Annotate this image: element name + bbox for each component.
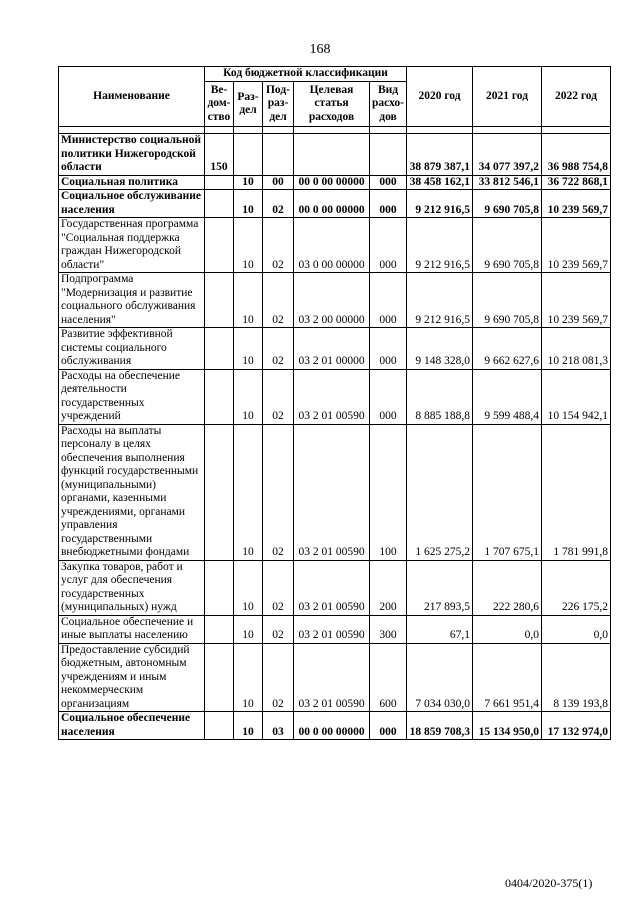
table-row (59, 175, 611, 190)
cell-y2021: 222 280,6 (473, 560, 542, 615)
table-row (59, 560, 611, 615)
cell-y2022: 10 239 569,7 (542, 273, 611, 328)
cell-target: 00 0 00 00000 (294, 175, 370, 190)
page-number: 168 (309, 42, 331, 57)
cell-name: Развитие эффективной системы социального обслуживания (59, 328, 205, 370)
cell-target: 03 0 00 00000 (294, 218, 370, 273)
cell-name: Расходы на выплаты персоналу в целях обеспечения выполнения функций государственными (муниципальными) органами, казенными учреждениями, органами управления государственными внебюджетными фондами (59, 424, 205, 560)
cell-ved (205, 424, 234, 560)
header-2021: 2021 год (473, 67, 542, 127)
cell-target: 03 2 01 00590 (294, 615, 370, 643)
cell-y2021: 9 690 705,8 (473, 218, 542, 273)
table-row (59, 369, 611, 424)
cell-name: Социальное обеспечение и иные выплаты населению (59, 615, 205, 643)
cell-y2021: 15 134 950,0 (473, 712, 542, 740)
cell-name: Министерство социальной политики Нижегородской области (59, 134, 205, 176)
cell-podrazdel: 02 (263, 369, 294, 424)
cell-y2021: 9 662 627,6 (473, 328, 542, 370)
cell-y2022: 10 154 942,1 (542, 369, 611, 424)
cell-razdel: 10 (234, 615, 263, 643)
cell-y2021: 1 707 675,1 (473, 424, 542, 560)
cell-razdel (234, 134, 263, 176)
cell-y2020: 18 859 708,3 (407, 712, 473, 740)
table-row (59, 134, 611, 176)
cell-vid: 000 (370, 369, 407, 424)
cell-ved (205, 615, 234, 643)
cell-name: Социальное обеспечение населения (59, 712, 205, 740)
cell-podrazdel: 02 (263, 273, 294, 328)
cell-vid: 000 (370, 190, 407, 218)
cell-vid: 300 (370, 615, 407, 643)
table-row (59, 218, 611, 273)
header-2022: 2022 год (542, 67, 611, 127)
cell-target: 00 0 00 00000 (294, 190, 370, 218)
cell-y2020: 9 212 916,5 (407, 218, 473, 273)
table-row (59, 273, 611, 328)
header-budget-code: Код бюджетной классификации (205, 67, 407, 82)
cell-y2020: 38 879 387,1 (407, 134, 473, 176)
cell-y2020: 9 212 916,5 (407, 273, 473, 328)
table-body (59, 127, 611, 740)
cell-vid: 100 (370, 424, 407, 560)
cell-razdel: 10 (234, 218, 263, 273)
cell-y2022: 36 988 754,8 (542, 134, 611, 176)
cell-y2020: 8 885 188,8 (407, 369, 473, 424)
cell-y2020: 7 034 030,0 (407, 643, 473, 712)
cell-y2022: 36 722 868,1 (542, 175, 611, 190)
cell-y2022: 226 175,2 (542, 560, 611, 615)
cell-razdel: 10 (234, 273, 263, 328)
cell-razdel: 10 (234, 424, 263, 560)
cell-vid: 000 (370, 712, 407, 740)
cell-podrazdel: 00 (263, 175, 294, 190)
header-razdel: Раз-дел (234, 82, 263, 127)
cell-podrazdel: 02 (263, 328, 294, 370)
cell-vid: 200 (370, 560, 407, 615)
cell-podrazdel: 02 (263, 615, 294, 643)
cell-y2020: 217 893,5 (407, 560, 473, 615)
cell-y2021: 7 661 951,4 (473, 643, 542, 712)
cell-vid: 000 (370, 218, 407, 273)
cell-y2020: 9 212 916,5 (407, 190, 473, 218)
cell-y2022: 10 218 081,3 (542, 328, 611, 370)
cell-name: Социальная политика (59, 175, 205, 190)
cell-ved (205, 273, 234, 328)
header-2020: 2020 год (407, 67, 473, 127)
cell-ved (205, 218, 234, 273)
table-row (59, 643, 611, 712)
cell-target: 03 2 00 00000 (294, 273, 370, 328)
header-vid: Вид расхо-дов (370, 82, 407, 127)
cell-razdel: 10 (234, 560, 263, 615)
cell-y2022: 10 239 569,7 (542, 218, 611, 273)
budget-table (58, 66, 611, 740)
header-name: Наименование (59, 67, 205, 127)
cell-y2022: 1 781 991,8 (542, 424, 611, 560)
document-code: 0404/2020-375(1) (505, 876, 593, 890)
cell-ved (205, 712, 234, 740)
cell-y2020: 1 625 275,2 (407, 424, 473, 560)
cell-target: 03 2 01 00590 (294, 424, 370, 560)
cell-vid (370, 134, 407, 176)
cell-y2020: 38 458 162,1 (407, 175, 473, 190)
cell-y2020: 9 148 328,0 (407, 328, 473, 370)
header-podrazdel: Под-раз-дел (263, 82, 294, 127)
cell-y2021: 0,0 (473, 615, 542, 643)
cell-razdel: 10 (234, 643, 263, 712)
cell-ved (205, 175, 234, 190)
cell-y2022: 0,0 (542, 615, 611, 643)
cell-ved: 150 (205, 134, 234, 176)
table-row (59, 615, 611, 643)
cell-target: 03 2 01 00000 (294, 328, 370, 370)
header-target: Целевая статья расходов (294, 82, 370, 127)
cell-name: Предоставление субсидий бюджетным, автономным учреждениям и иным некоммерческим организациям (59, 643, 205, 712)
cell-ved (205, 643, 234, 712)
cell-ved (205, 328, 234, 370)
cell-razdel: 10 (234, 712, 263, 740)
cell-podrazdel: 02 (263, 560, 294, 615)
cell-podrazdel: 02 (263, 643, 294, 712)
cell-name: Закупка товаров, работ и услуг для обеспечения государственных (муниципальных) нужд (59, 560, 205, 615)
cell-y2021: 33 812 546,1 (473, 175, 542, 190)
cell-target: 03 2 01 00590 (294, 643, 370, 712)
cell-vid: 600 (370, 643, 407, 712)
cell-y2020: 67,1 (407, 615, 473, 643)
cell-razdel: 10 (234, 190, 263, 218)
cell-target: 03 2 01 00590 (294, 560, 370, 615)
cell-y2021: 9 599 488,4 (473, 369, 542, 424)
cell-name: Государственная программа "Социальная поддержка граждан Нижегородской области" (59, 218, 205, 273)
cell-target (294, 134, 370, 176)
cell-podrazdel: 02 (263, 424, 294, 560)
table-row (59, 424, 611, 560)
cell-podrazdel (263, 134, 294, 176)
cell-razdel: 10 (234, 369, 263, 424)
table-row (59, 328, 611, 370)
cell-y2022: 10 239 569,7 (542, 190, 611, 218)
cell-name: Социальное обслуживание населения (59, 190, 205, 218)
cell-podrazdel: 02 (263, 218, 294, 273)
cell-y2022: 17 132 974,0 (542, 712, 611, 740)
cell-target: 03 2 01 00590 (294, 369, 370, 424)
cell-y2021: 34 077 397,2 (473, 134, 542, 176)
cell-razdel: 10 (234, 328, 263, 370)
cell-vid: 000 (370, 273, 407, 328)
cell-vid: 000 (370, 175, 407, 190)
cell-podrazdel: 03 (263, 712, 294, 740)
cell-y2022: 8 139 193,8 (542, 643, 611, 712)
table-row (59, 712, 611, 740)
cell-ved (205, 560, 234, 615)
cell-y2021: 9 690 705,8 (473, 273, 542, 328)
cell-name: Расходы на обеспечение деятельности государственных учреждений (59, 369, 205, 424)
cell-y2021: 9 690 705,8 (473, 190, 542, 218)
cell-name: Подпрограмма "Модернизация и развитие социального обслуживания населения" (59, 273, 205, 328)
cell-ved (205, 369, 234, 424)
cell-target: 00 0 00 00000 (294, 712, 370, 740)
header-ved: Ве-дом-ство (205, 82, 234, 127)
cell-vid: 000 (370, 328, 407, 370)
cell-razdel: 10 (234, 175, 263, 190)
cell-ved (205, 190, 234, 218)
cell-podrazdel: 02 (263, 190, 294, 218)
table-row (59, 190, 611, 218)
